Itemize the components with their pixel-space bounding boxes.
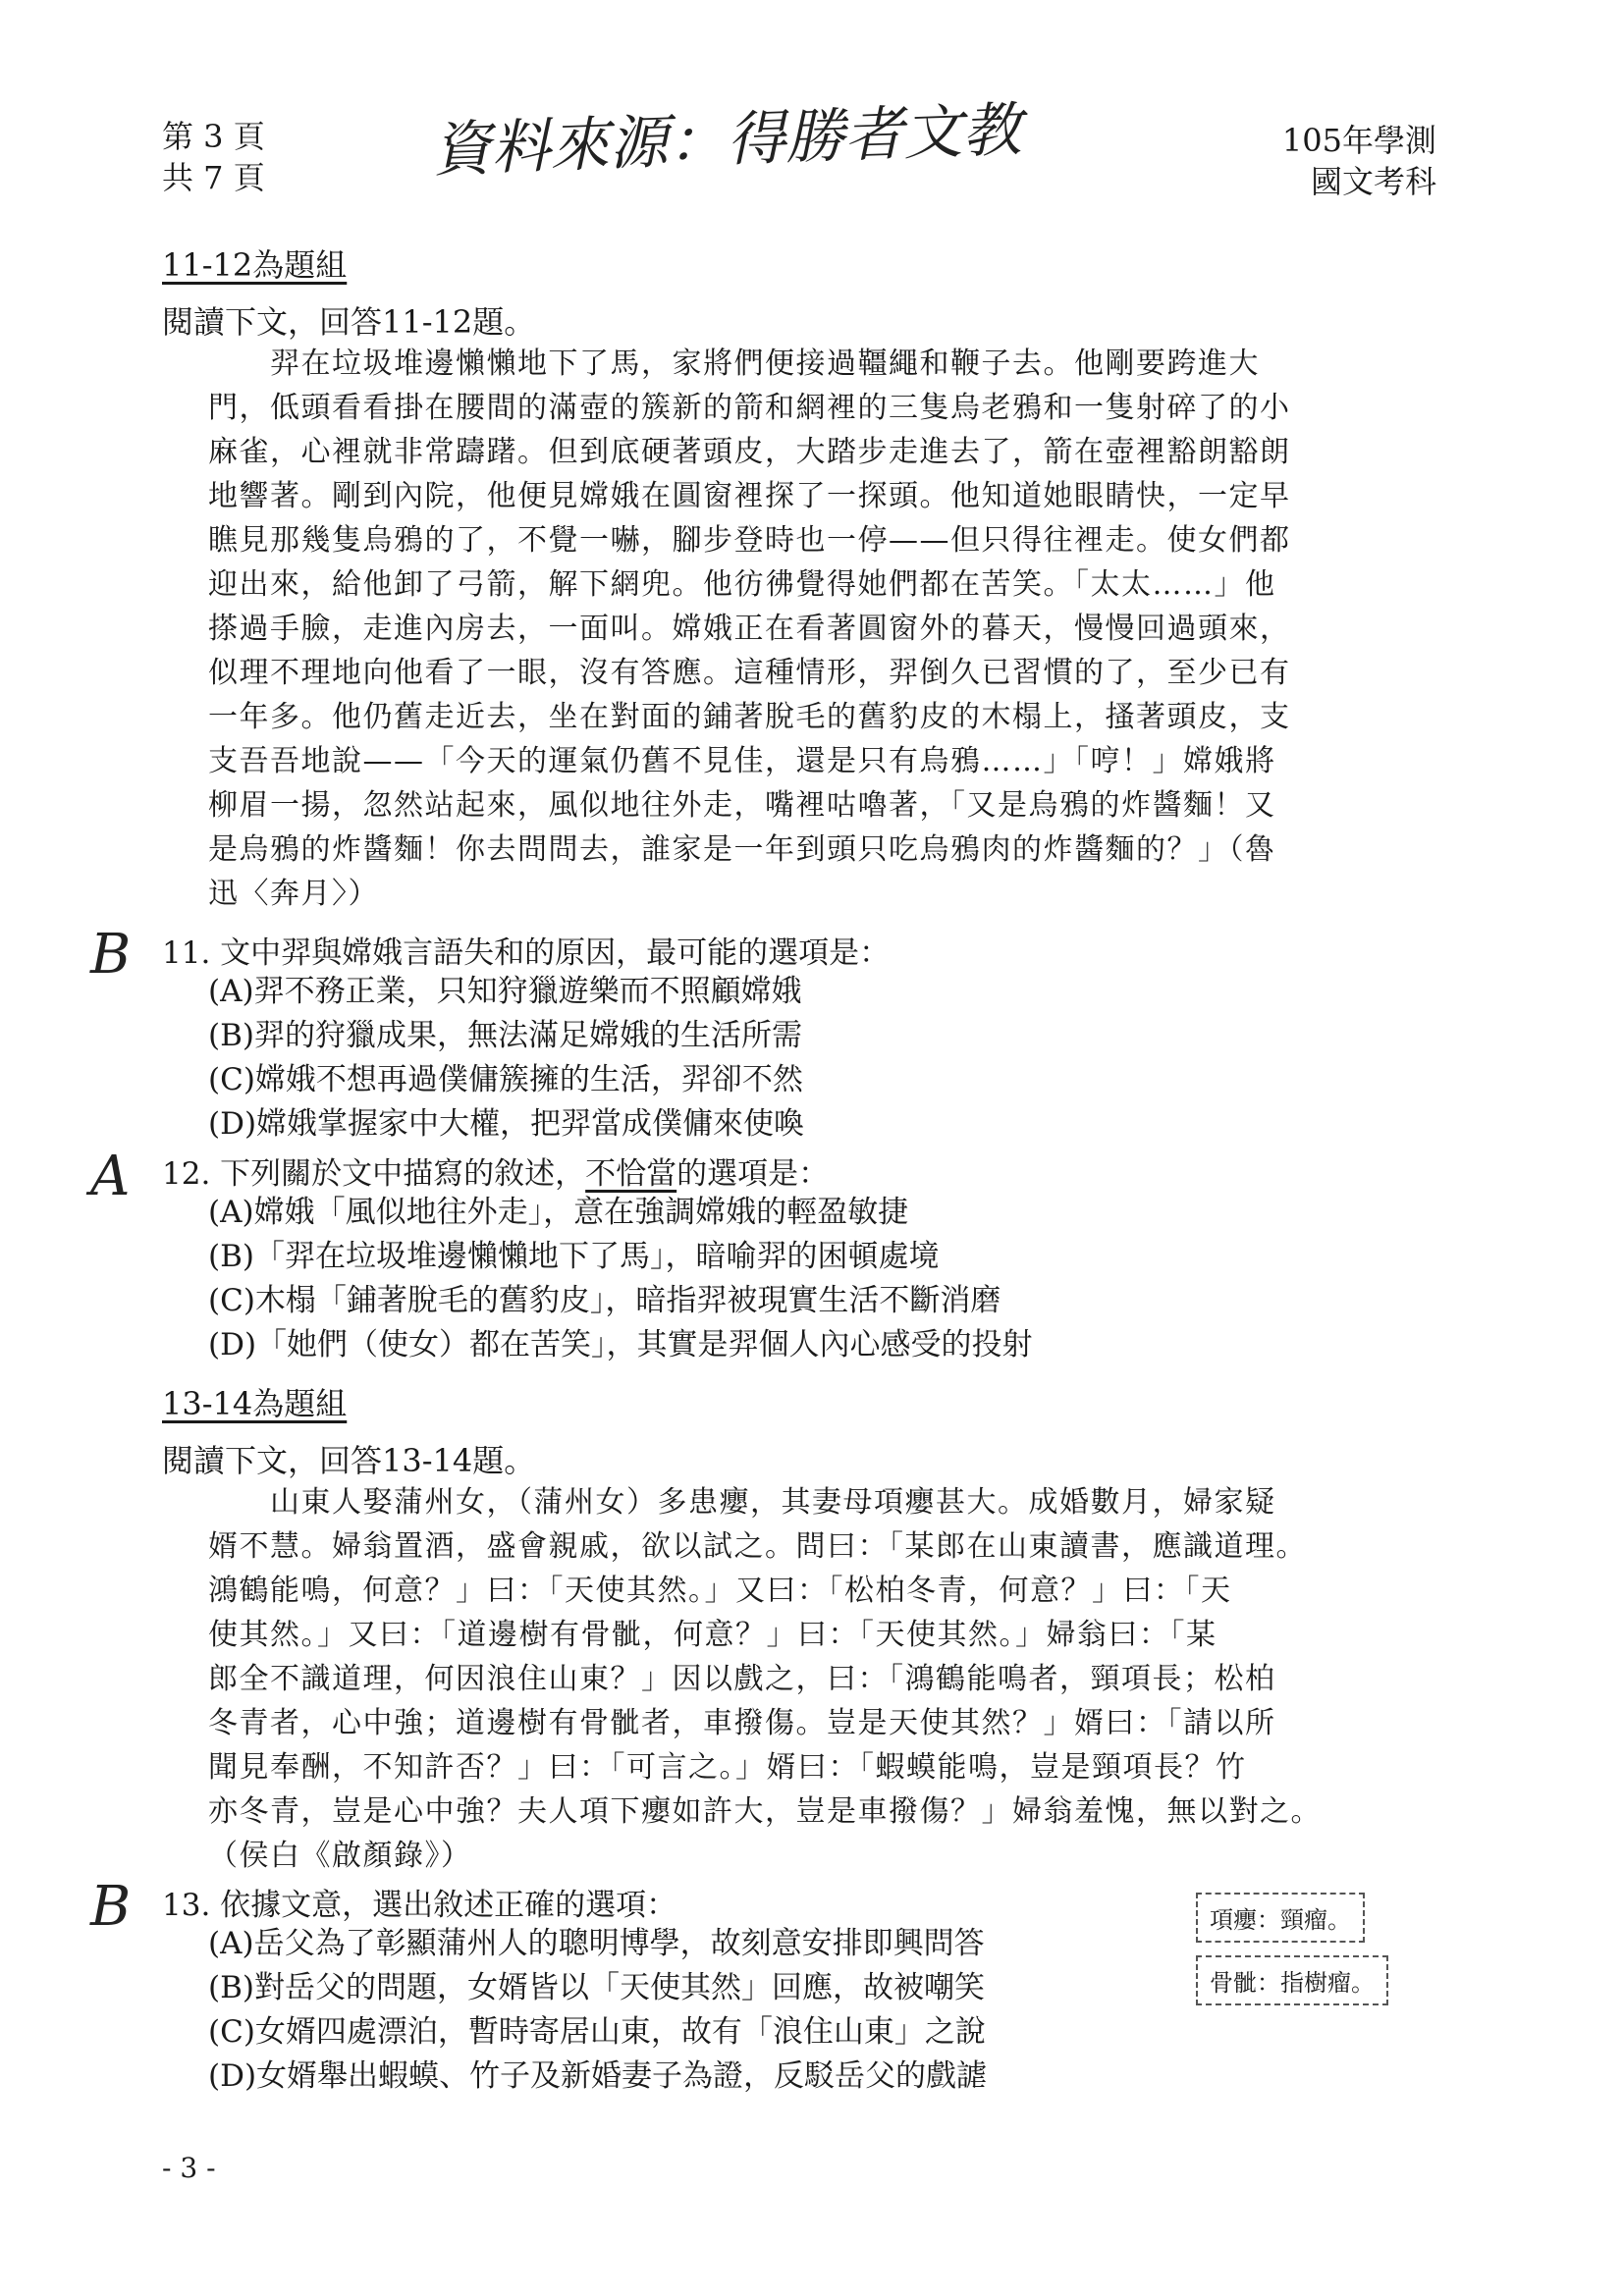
option-b: (B)對岳父的問題，女婿皆以「天使其然」回應，故被嘲笑 (208, 1970, 985, 2005)
question-12-options (208, 1191, 1033, 1367)
passage-line: 似理不理地向他看了一眼，沒有答應。這種情形，羿倒久已習慣的了，至少已有 (208, 656, 1291, 690)
option-a: (A)岳父為了彰顯蒲州人的聰明博學，故刻意安排即興問答 (208, 1926, 985, 1961)
annotation-box: 骨骴：指樹瘤。 (1196, 1955, 1388, 2005)
passage-line: 羿在垃圾堆邊懶懶地下了馬，家將們便接過韁繩和鞭子去。他剛要跨進大 (208, 347, 1260, 381)
option-b: (B)「羿在垃圾堆邊懶懶地下了馬」，暗喻羿的困頓處境 (208, 1239, 940, 1274)
exam-subject: 國文考科 (1310, 163, 1436, 200)
section-lead-11-12: 閱讀下文，回答11-12題。 (162, 303, 536, 341)
passage-line: 門，低頭看看掛在腰間的滿壺的簇新的箭和網裡的三隻烏老鴉和一隻射碎了的小 (208, 391, 1291, 425)
exam-name: 105年學測 (1281, 122, 1436, 159)
passage-lu-xun (208, 342, 1291, 916)
handwritten-answer-mark: B (90, 923, 132, 987)
passage-line: 搽過手臉，走進內房去，一面叫。嫦娥正在看著圓窗外的暮天，慢慢回過頭來， (208, 612, 1291, 646)
passage-line: 支吾吾地說——「今天的運氣仍舊不見佳，還是只有烏鴉……」「哼！」嫦娥將 (208, 744, 1276, 778)
passage-line: 柳眉一揚，忽然站起來，風似地往外走，嘴裡咕嚕著，「又是烏鴉的炸醬麵！又 (208, 788, 1276, 823)
question-11-stem: 11. 文中羿與嫦娥言語失和的原因，最可能的選項是： (162, 935, 891, 971)
option-c: (C)嫦娥不想再過僕傭簇擁的生活，羿卻不然 (208, 1062, 803, 1097)
section-title-11-12: 11-12為題組 (162, 246, 348, 284)
passage-line: 麻雀，心裡就非常躊躇。但到底硬著頭皮，大踏步走進去了，箭在壺裡豁朗豁朗 (208, 435, 1291, 469)
passage-line: 亦冬青，豈是心中強？夫人項下癭如許大，豈是車撥傷？」婦翁羞愧，無以對之。 (208, 1794, 1322, 1829)
passage-line: 聞見奉酬，不知許否？」曰：「可言之。」婿曰：「蝦蟆能鳴，豈是頸項長？竹 (208, 1750, 1247, 1785)
page-number: - 3 - (162, 2152, 216, 2184)
question-13-stem: 13. 依據文意，選出敘述正確的選項： (162, 1888, 677, 1923)
option-d: (D)女婿舉出蝦蟆、竹子及新婚妻子為證，反駁岳父的戲謔 (208, 2058, 988, 2094)
page-label: 第 3 頁 (162, 118, 265, 155)
passage-line: 山東人娶蒲州女，（蒲州女）多患癭，其妻母項癭甚大。成婚數月，婦家疑 (208, 1485, 1276, 1520)
stem-text: 的選項是： (676, 1156, 830, 1192)
question-11-options (208, 970, 804, 1147)
option-c: (C)女婿四處漂泊，暫時寄居山東，故有「浪住山東」之說 (208, 2014, 986, 2050)
option-a: (A)嫦娥「風似地往外走」，意在強調嫦娥的輕盈敏捷 (208, 1195, 909, 1230)
passage-line: 婿不慧。婦翁置酒，盛會親戚，欲以試之。問曰：「某郎在山東讀書，應識道理。 (208, 1529, 1307, 1564)
passage-line: 迎出來，給他卸了弓箭，解下網兜。他彷彿覺得她們都在苦笑。「太太……」他 (208, 567, 1276, 602)
passage-line: 一年多。他仍舊走近去，坐在對面的鋪著脫毛的舊豹皮的木榻上，搔著頭皮，支 (208, 700, 1291, 734)
option-d: (D)「她們（使女）都在苦笑」，其實是羿個人內心感受的投射 (208, 1327, 1033, 1362)
stem-text: 12. 下列關於文中描寫的敘述， (162, 1156, 586, 1192)
passage-line: 郎全不識道理，何因浪住山東？」因以戲之，曰：「鴻鶴能鳴者，頸項長；松柏 (208, 1662, 1276, 1696)
stem-emphasis: 不恰當 (585, 1156, 677, 1192)
passage-line: 地響著。剛到內院，他便見嫦娥在圓窗裡探了一探頭。他知道她眼睛快，一定早 (208, 479, 1291, 513)
annotation-box: 項癭：頸瘤。 (1196, 1893, 1365, 1943)
option-b: (B)羿的狩獵成果，無法滿足嫦娥的生活所需 (208, 1018, 802, 1053)
question-12-stem (162, 1148, 829, 1193)
total-pages-label: 共 7 頁 (162, 159, 265, 196)
passage-line: 瞧見那幾隻烏鴉的了，不覺一嚇，腳步登時也一停——但只得往裡走。使女們都 (208, 523, 1291, 558)
passage-line: 鴻鶴能鳴，何意？」曰：「天使其然。」又曰：「松柏冬青，何意？」曰：「天 (208, 1574, 1232, 1608)
passage-line: 迅〈奔月〉） (208, 877, 379, 911)
option-c: (C)木榻「鋪著脫毛的舊豹皮」，暗指羿被現實生活不斷消磨 (208, 1283, 1001, 1318)
passage-line: 使其然。」又曰：「道邊樹有骨骴，何意？」曰：「天使其然。」婦翁曰：「某 (208, 1618, 1217, 1652)
section-title-13-14: 13-14為題組 (162, 1385, 348, 1422)
option-d: (D)嫦娥掌握家中大權，把羿當成僕傭來使喚 (208, 1106, 805, 1142)
handwritten-answer-mark: B (90, 1875, 132, 1939)
option-a: (A)羿不務正業，只知狩獵遊樂而不照顧嫦娥 (208, 974, 802, 1009)
handwritten-source-note: 資料來源：得勝者文教 (431, 95, 1023, 186)
passage-qi-yan-lu (208, 1480, 1322, 1878)
passage-line: 是烏鴉的炸醬麵！你去問問去，誰家是一年到頭只吃烏鴉肉的炸醬麵的？」（魯 (208, 832, 1276, 867)
passage-line: 冬青者，心中強；道邊樹有骨骴者，車撥傷。豈是天使其然？」婿曰：「請以所 (208, 1706, 1276, 1740)
passage-line: （侯白《啟顏錄》） (208, 1839, 472, 1873)
section-lead-13-14: 閱讀下文，回答13-14題。 (162, 1442, 536, 1479)
handwritten-answer-mark: A (90, 1145, 131, 1208)
question-13-options (208, 1922, 987, 2099)
